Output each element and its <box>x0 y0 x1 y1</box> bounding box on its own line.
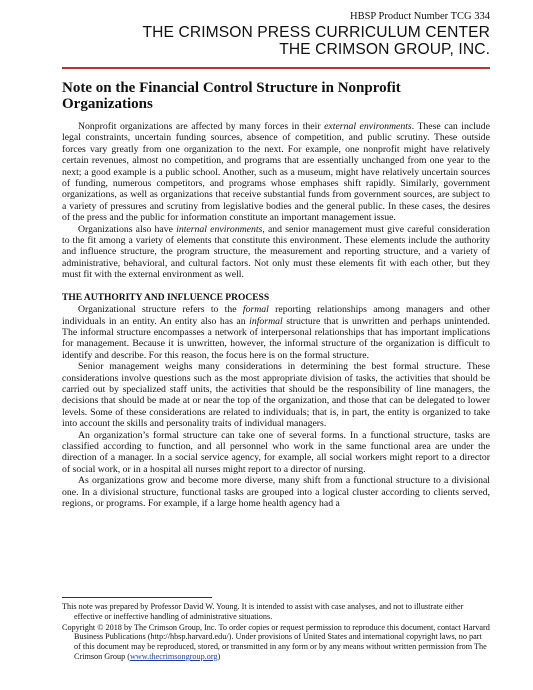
publisher-line-2: THE CRIMSON GROUP, INC. <box>279 41 490 58</box>
paragraph-text: reporting relationships among managers and other individuals in an entity. An entity also has an <box>62 304 490 327</box>
paragraph-text: . These can include legal constraints, uncertain funding sources, absence of competition, and public scrutiny. These outside forces vary greatly from one organization to the next. For example, one nonprofit might have relatively certain revenues, almost no competition, and programs that are essentially unchanged from one year to the next; a good example is a public school. Another, such as a museum, might have relatively uncertain sources of funding, numerous competitors, and programs whose emphases shift rapidly. Similarly, government organizations, as well as organizations that receive substantial funds from government sources, are subject to a variety of pressures and scrutiny from legislative bodies and the general public. In these cases, the desires of the press and the public for information constitute an important management issue. <box>62 121 490 224</box>
paragraph-text: Organizations also have <box>78 223 177 235</box>
emphasis-text: formal <box>242 304 269 316</box>
product-number: HBSP Product Number TCG 334 <box>349 11 490 22</box>
footnotes <box>62 602 490 663</box>
paragraph <box>62 224 490 281</box>
paragraph: An organization’s formal structure can take one of several forms. In a functional structure, tasks are classified according to function, and all personnel who work in the same functional area are under the direction of a manager. In a social service agency, for example, all social workers might report to a director of social work, or in a hospital all nurses might report to a director of nursing. <box>62 429 490 475</box>
document-body <box>62 121 490 509</box>
copyright-text: Copyright © 2018 by The Crimson Group, Inc. To order copies or request permission to reproduce this document, contact Harvard Business Publications (http://hbsp.harvard.edu/). Under provisions of United States and international copyright laws, no part of this document may be reproduced, stored, or transmitted in any form or by any means without written permission from The Crimson Group ( <box>62 622 490 661</box>
paragraph-text: Nonprofit organizations are affected by many forces in their <box>78 121 325 132</box>
authorship-note: This note was prepared by Professor David W. Young. It is intended to assist with case analyses, and not to illustrate either effective or ineffective handling of administrative situations. <box>62 602 464 621</box>
emphasis-text: internal environments <box>176 223 263 235</box>
document-title: Note on the Financial Control Structure in Nonprofit Organizations <box>62 80 401 112</box>
emphasis-text: informal <box>249 315 283 327</box>
paragraph: Senior management weighs many considerations in determining the best formal structure. These considerations involve questions such as the most appropriate division of tasks, the activities that should be carried out by specialized staff units, the activities that should be the responsibility of line managers, the decisions that should be made at or near the top of the organization, and those that can be delegated to lower levels. Some of these considerations are related to individuals; that is, in part, the entity is organized to take into account the skills and personality traits of individual managers. <box>62 361 490 430</box>
copyright-text: ) <box>217 651 221 661</box>
copyright-note <box>62 623 490 662</box>
publisher-line-1: THE CRIMSON PRESS CURRICULUM CENTER <box>142 24 490 41</box>
footnote-divider <box>62 597 212 598</box>
header-divider <box>62 67 490 69</box>
emphasis-text: external environments <box>324 121 412 132</box>
paragraph <box>62 304 490 361</box>
section-heading: THE AUTHORITY AND INFLUENCE PROCESS <box>62 292 270 303</box>
paragraph-text: structure that is unwritten and perhaps unintended. The informal structure encompasses a network of interpersonal relationships that has important implications for management. Because it is unwritten, however, the informal structure of the organization is difficult to identify and describe. For this reason, the focus here is on the formal structure. <box>62 315 490 361</box>
publisher-header <box>143 24 490 58</box>
paragraph <box>62 121 490 224</box>
paragraph-text: , and senior management must give careful consideration to the fit among a variety of elements that constitute this environment. These elements include the authority and influence structure, the program structure, the measurement and reporting structure, and a variety of administrative, behavioral, and cultural factors. Not only must these elements fit with each other, but they must fit with the external environment as well. <box>62 223 490 281</box>
paragraph: As organizations grow and become more diverse, many shift from a functional structure to a divisional one. In a divisional structure, functional tasks are grouped into a logical cluster according to clients served, regions, or programs. For example, if a large home health agency had a <box>62 475 490 509</box>
paragraph-text: Organizational structure refers to the <box>78 304 243 316</box>
website-link[interactable]: www.thecrimsongroup.org <box>129 651 218 661</box>
